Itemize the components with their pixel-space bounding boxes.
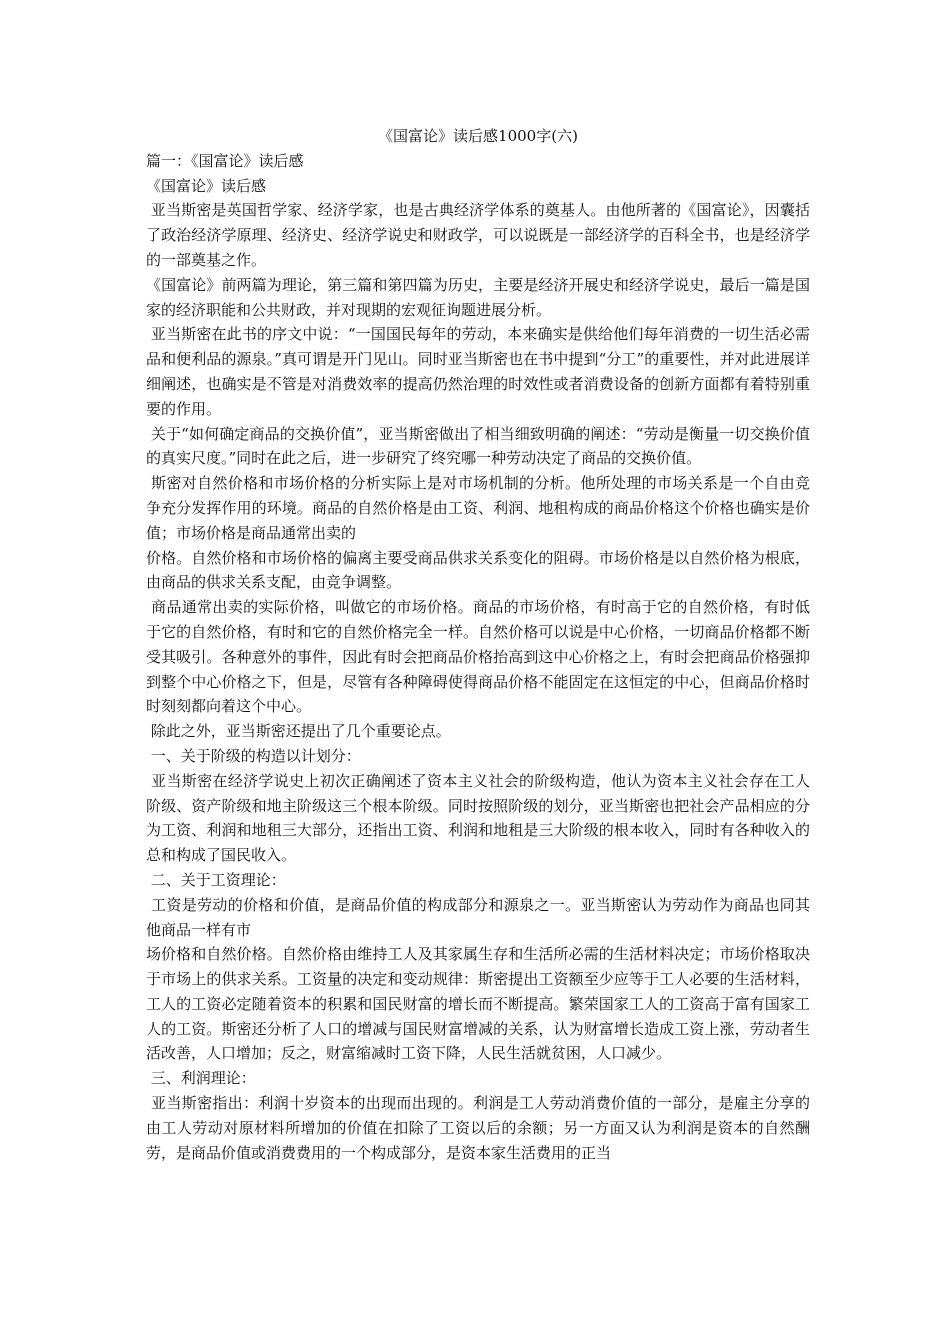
paragraph: 价格。自然价格和市场价格的偏离主要受商品供求关系变化的阻碍。市场价格是以自然价格为根底，由商品的供求关系支配，由竞争调整。 [146,548,810,592]
paragraph: 亚当斯密在此书的序文中说：“一国国民每年的劳动，本来确实是供给他们每年消费的一切生活必需品和便利品的源泉。”真可谓是开门见山。同时亚当斯密也在书中提到“分工”的重要性，并对此进展详细阐述，也确实是不管是对消费效率的提高仍然治理的时效性或者消费设备的创新方面都有着特别重要的作用。 [146,325,810,418]
paragraph: 商品通常出卖的实际价格，叫做它的市场价格。商品的市场价格，有时高于它的自然价格，有时低于它的自然价格，有时和它的自然价格完全一样。自然价格可以说是中心价格，一切商品价格都不断受其吸引。各种意外的事件，因此有时会把商品价格抬高到这中心价格之上，有时会把商品价格强抑到整个中心价格之下，但是，尽管有各种障碍使得商品价格不能固定在这恒定的中心，但商品价格时时刻刻都向着这个中心。 [146,598,810,716]
document-title: 《国富论》读后感1000字(六) [378,127,578,145]
paragraph: 篇一：《国富论》读后感 [146,151,304,170]
section-heading: 二、关于工资理论： [146,870,286,889]
paragraph: 亚当斯密在经济学说史上初次正确阐述了资本主义社会的阶级构造，他认为资本主义社会存在工人阶级、资产阶级和地主阶级这三个根本阶级。同时按照阶级的划分，亚当斯密也把社会产品相应的分为工资、利润和地租三大部分，还指出工资、利润和地租是三大阶级的根本收入，同时有各种收入的总和构成了国民收入。 [146,771,810,865]
section-heading: 三、利润理论： [146,1069,256,1088]
paragraph: 亚当斯密是英国哲学家、经济学家，也是古典经济学体系的奠基人。由他所著的《国富论》，因囊括了政治经济学原理、经济史、经济学说史和财政学，可以说既是一部经济学的百科全书，也是经济学的一部奠基之作。 [146,201,810,269]
document-body [146,124,810,1165]
paragraph: 工资是劳动的价格和价值，是商品价值的构成部分和源泉之一。亚当斯密认为劳动作为商品也同其他商品一样有市 [146,895,810,939]
paragraph: 《国富论》前两篇为理论，第三篇和第四篇为历史，主要是经济开展史和经济学说史，最后一篇是国家的经济职能和公共财政，并对现期的宏观征询题进展分析。 [146,275,810,319]
paragraph: 除此之外，亚当斯密还提出了几个重要论点。 [146,722,451,741]
paragraph: 场价格和自然价格。自然价格由维持工人及其家属生存和生活所必需的生活材料决定；市场价格取决于市场上的供求关系。工资量的决定和变动规律：斯密提出工资额至少应等于工人必要的生活材料，工人的工资必定随着资本的积累和国民财富的增长而不断提高。繁荣国家工人的工资高于富有国家工人的工资。斯密还分析了人口的增减与国民财富增减的关系，认为财富增长造成工资上涨，劳动者生活改善，人口增加；反之，财富缩减时工资下降，人民生活就贫困，人口减少。 [146,945,810,1063]
paragraph: 关于“如何确定商品的交换价值”，亚当斯密做出了相当细致明确的阐述：“劳动是衡量一切交换价值的真实尺度。”同时在此之后，进一步研究了终究哪一种劳动决定了商品的交换价值。 [146,424,810,468]
paragraph: 亚当斯密指出：利润十岁资本的出现而出现的。利润是工人劳动消费价值的一部分，是雇主分享的由工人劳动对原材料所增加的价值在扣除了工资以后的余额；另一方面又认为利润是资本的自然酬劳，是商品价值或消费费用的一个构成部分，是资本家生活费用的正当 [146,1094,810,1162]
section-heading: 一、关于阶级的构造以计划分： [146,746,361,765]
paragraph: 《国富论》读后感 [146,176,267,195]
paragraph: 斯密对自然价格和市场价格的分析实际上是对市场机制的分析。他所处理的市场关系是一个自由竞争充分发挥作用的环境。商品的自然价格是由工资、利润、地租构成的商品价格这个价格也确实是价值；市场价格是商品通常出卖的 [146,474,810,542]
